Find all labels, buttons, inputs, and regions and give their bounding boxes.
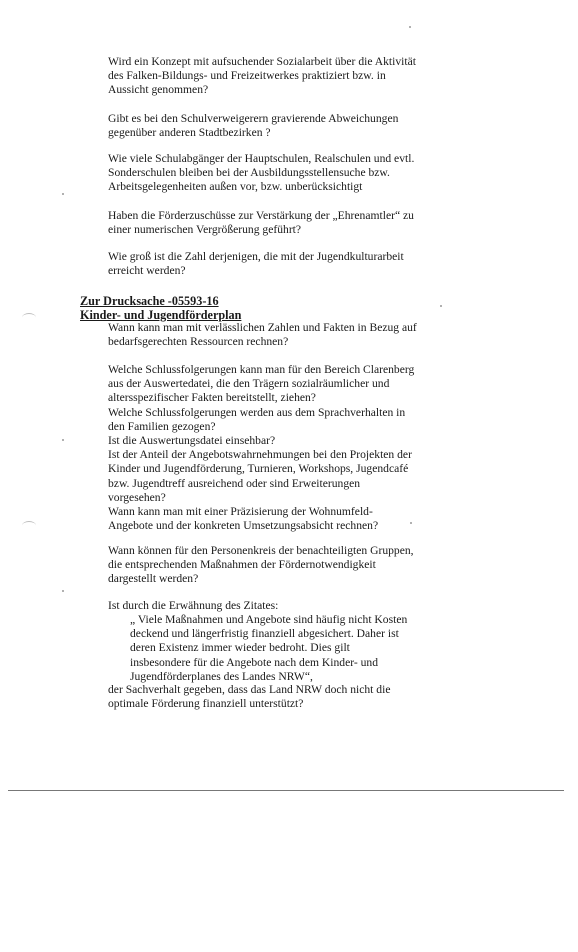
text-line: die entsprechenden Maßnahmen der Fördernotwendigkeit (108, 558, 376, 572)
quote-conclusion (108, 683, 390, 711)
text-line: altersspezifischer Fakten bereitstellt, ziehen? (108, 391, 316, 405)
paragraph-schulabgaenger (108, 152, 414, 195)
quote-line: „ Viele Maßnahmen und Angebote sind häufig nicht Kosten (130, 613, 408, 626)
text-line: optimale Förderung finanziell unterstützt? (108, 697, 304, 711)
text-line: Arbeitsgelegenheiten außen vor, bzw. unberücksichtigt (108, 180, 363, 194)
text-line: Wann können für den Personenkreis der benachteiligten Gruppen, (108, 544, 414, 557)
text-line: des Falken-Bildungs- und Freizeitwerkes praktiziert bzw. in (108, 69, 386, 83)
quote-line: deckend und längerfristig finanziell abgesichert. Daher ist (130, 627, 399, 641)
text-line: Wann kann man mit einer Präzisierung der Wohnumfeld- (108, 505, 373, 519)
text-line: Wie groß ist die Zahl derjenigen, die mit der Jugendkulturarbeit (108, 250, 404, 263)
text-line: Kinder und Jugendförderung, Turnieren, Workshops, Jugendcafé (108, 462, 409, 476)
scan-speck (62, 193, 64, 195)
quote-text (130, 613, 407, 684)
scan-artifact (22, 521, 36, 530)
paragraph-jugendkulturarbeit (108, 250, 404, 278)
text-line: Ist der Anteil der Angebotswahrnehmungen bei den Projekten der (108, 448, 412, 462)
scan-artifact (22, 313, 36, 322)
paragraph-foerderzuschuesse (108, 209, 414, 237)
text-line: gegenüber anderen Stadtbezirken ? (108, 126, 271, 140)
paragraph-ressourcen (108, 321, 417, 349)
text-line: Angebote und der konkreten Umsetzungsabsicht rechnen? (108, 519, 379, 533)
text-line: aus der Auswertedatei, die den Trägern sozialräumlicher und (108, 377, 390, 391)
text-line: Ist die Auswertungsdatei einsehbar? (108, 434, 276, 448)
scan-speck (62, 439, 64, 441)
text-line: Haben die Förderzuschüsse zur Verstärkung der „Ehrenamtler“ zu (108, 209, 414, 222)
text-line: Wie viele Schulabgänger der Hauptschulen, Realschulen und evtl. (108, 152, 415, 165)
text-line: Aussicht genommen? (108, 83, 209, 97)
text-line: Wann kann man mit verlässlichen Zahlen und Fakten in Bezug auf (108, 321, 417, 334)
paragraph-schulverweigerer (108, 112, 398, 140)
text-line: einer numerischen Vergrößerung geführt? (108, 223, 302, 237)
section-heading-drucksache: Zur Drucksache -05593-16 (80, 294, 219, 308)
scan-speck (410, 522, 412, 524)
text-line: Welche Schlussfolgerungen kann man für den Bereich Clarenberg (108, 363, 415, 376)
text-line: Gibt es bei den Schulverweigerern gravierende Abweichungen (108, 112, 399, 125)
paragraph-schlussfolgerungen (108, 363, 414, 533)
quote-intro: Ist durch die Erwähnung des Zitates: (108, 599, 279, 612)
quote-line: deren Existenz immer wieder bedroht. Dies gilt (130, 641, 350, 655)
paragraph-benachteiligte-gruppen (108, 544, 414, 587)
quote-line: insbesondere für die Angebote nach dem Kinder- und (130, 655, 378, 669)
text-line: den Familien gezogen? (108, 419, 216, 433)
section-heading-foerderplan: Kinder- und Jugendförderplan (80, 308, 242, 322)
text-line: vorgesehen? (108, 490, 166, 504)
text-line: dargestellt werden? (108, 572, 199, 586)
scan-speck (409, 26, 411, 28)
text-line: der Sachverhalt gegeben, dass das Land NRW doch nicht die (108, 683, 391, 696)
scan-speck (62, 590, 64, 592)
scan-edge-line (8, 790, 564, 791)
text-line: bzw. Jugendtreff ausreichend oder sind Erweiterungen (108, 476, 361, 490)
text-line: Wird ein Konzept mit aufsuchender Sozialarbeit über die Aktivität (108, 55, 416, 68)
quote-line: Jugendförderplanes des Landes NRW“, (130, 669, 313, 683)
text-line: Welche Schlussfolgerungen werden aus dem Sprachverhalten in (108, 405, 406, 419)
scan-speck (440, 305, 442, 307)
paragraph-falken-konzept (108, 55, 416, 98)
text-line: bedarfsgerechten Ressourcen rechnen? (108, 335, 289, 349)
text-line: Sonderschulen bleiben bei der Ausbildungsstellensuche bzw. (108, 166, 390, 180)
text-line: erreicht werden? (108, 264, 186, 278)
